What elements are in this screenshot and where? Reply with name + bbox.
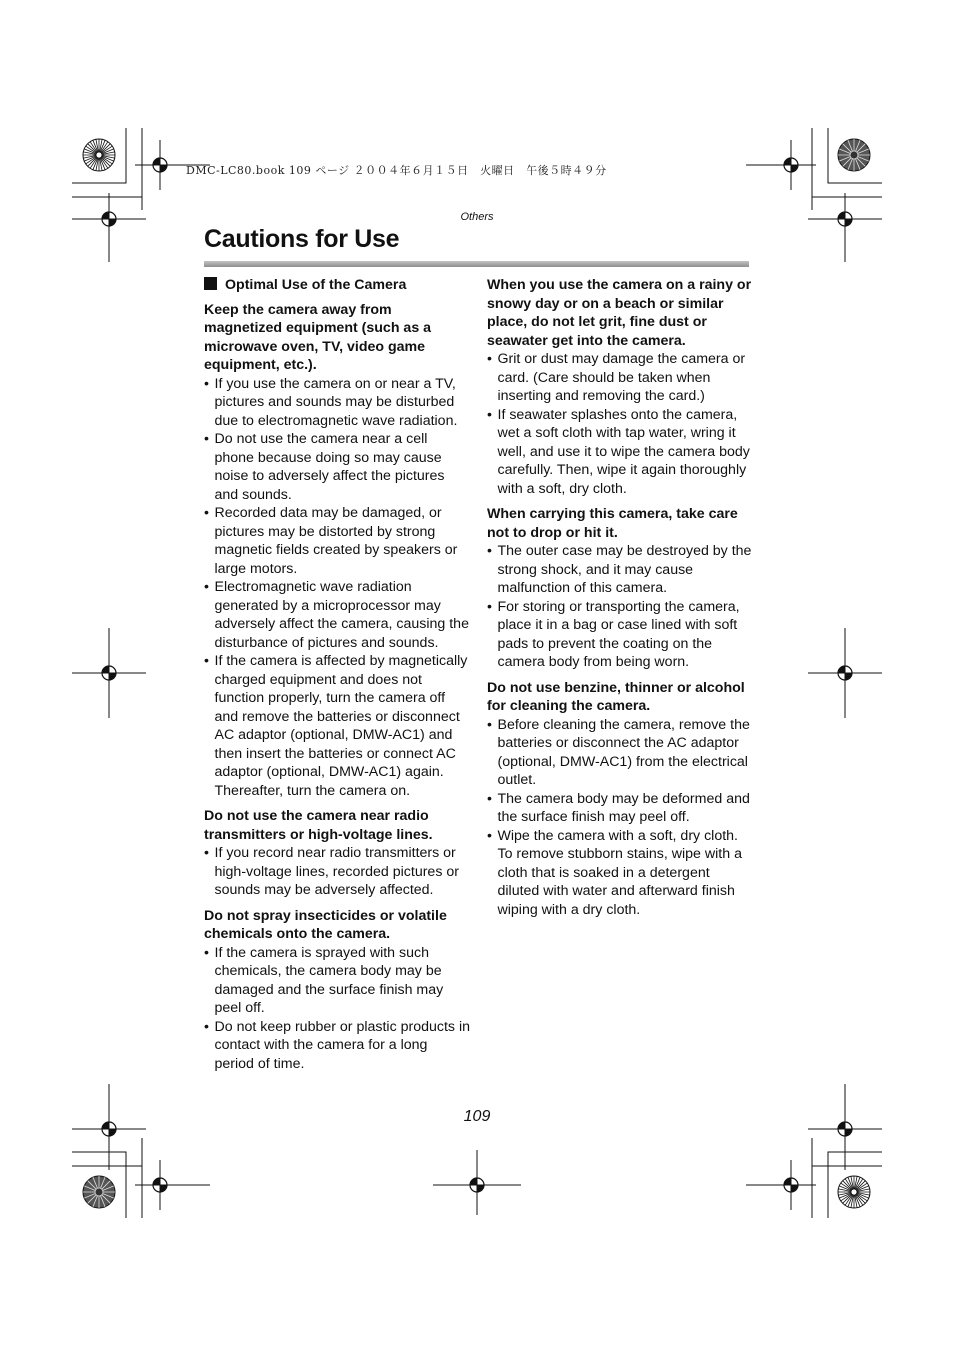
caution-lead: When carrying this camera, take care not to drop or hit it.: [487, 506, 738, 541]
page-title: Cautions for Use: [204, 225, 400, 253]
list-item: • For storing or transporting the camera, place it in a bag or case lined with soft pads to prevent the coating on the camera body from being worn.: [487, 598, 753, 672]
list-item: • Do not keep rubber or plastic products in contact with the camera for a long period of time.: [204, 1018, 470, 1074]
bullet-list: [487, 542, 753, 672]
bullet-list: [204, 944, 470, 1074]
list-item: • Do not use the camera near a cell phone because doing so may cause noise to adversely affect the pictures and sounds.: [204, 430, 470, 504]
list-item: • The outer case may be destroyed by the strong shock, and it may cause malfunction of this camera.: [487, 542, 753, 598]
bullet-list: [487, 350, 753, 498]
caution-block: [487, 679, 753, 920]
list-item: • If seawater splashes onto the camera, wet a soft cloth with tap water, wring it well, and use it to wipe the camera body carefully. Then, wipe it again thoroughly with a soft, dry cloth.: [487, 406, 753, 499]
bullet-list: [204, 844, 470, 900]
bullet-list: [204, 375, 470, 801]
caution-lead: Do not use benzine, thinner or alcohol for cleaning the camera.: [487, 679, 745, 714]
caution-block: [487, 276, 753, 498]
section-heading: Optimal Use of the Camera: [204, 276, 470, 295]
right-column: [487, 276, 753, 919]
caution-lead: Keep the camera away from magnetized equipment (such as a microwave oven, TV, video game equipment, etc.).: [204, 301, 432, 373]
caution-lead: Do not spray insecticides or volatile chemicals onto the camera.: [204, 907, 447, 942]
caution-block: [204, 301, 470, 801]
section-label: Others: [460, 211, 494, 223]
list-item: • Grit or dust may damage the camera or card. (Care should be taken when inserting and removing the card.): [487, 350, 753, 406]
title-rule: [204, 261, 749, 267]
list-item: • If you record near radio transmitters or high-voltage lines, recorded pictures or sounds may be adversely affected.: [204, 844, 470, 900]
list-item: • The camera body may be deformed and the surface finish may peel off.: [487, 790, 753, 827]
list-item: • If the camera is affected by magnetically charged equipment and does not function properly, turn the camera off and remove the batteries or disconnect AC adaptor (optional, DMW-AC1) and then insert the batteries or connect AC adaptor (optional, DMW-AC1) again. Thereafter, turn the camera on.: [204, 652, 470, 800]
list-item: • Electromagnetic wave radiation generated by a microprocessor may adversely affect the camera, causing the disturbance of pictures and sounds.: [204, 578, 470, 652]
left-column: [204, 276, 470, 1073]
list-item: • If the camera is sprayed with such chemicals, the camera body may be damaged and the surface finish may peel off.: [204, 944, 470, 1018]
list-item: • Wipe the camera with a soft, dry cloth. To remove stubborn stains, wipe with a cloth that is soaked in a detergent diluted with water and afterward finish wiping with a dry cloth.: [487, 827, 753, 920]
list-item: • Recorded data may be damaged, or pictures may be distorted by strong magnetic fields created by speakers or large motors.: [204, 504, 470, 578]
book-meta-header: DMC-LC80.book 109 ページ ２００４年６月１５日 火曜日 午後５時４９分: [186, 164, 607, 177]
page-number: 109: [463, 1108, 491, 1125]
list-item: • Before cleaning the camera, remove the batteries or disconnect the AC adaptor (optional, DMW-AC1) from the electrical outlet.: [487, 716, 753, 790]
caution-block: [204, 807, 470, 900]
caution-block: [487, 505, 753, 672]
caution-block: [204, 907, 470, 1074]
bullet-list: [487, 716, 753, 920]
caution-lead: Do not use the camera near radio transmitters or high-voltage lines.: [204, 808, 433, 843]
list-item: • If you use the camera on or near a TV, pictures and sounds may be disturbed due to electromagnetic wave radiation.: [204, 375, 470, 431]
caution-lead: When you use the camera on a rainy or snowy day or on a beach or similar place, do not let grit, fine dust or seawater get into the camera.: [487, 277, 752, 349]
square-bullet-icon: [204, 277, 217, 290]
